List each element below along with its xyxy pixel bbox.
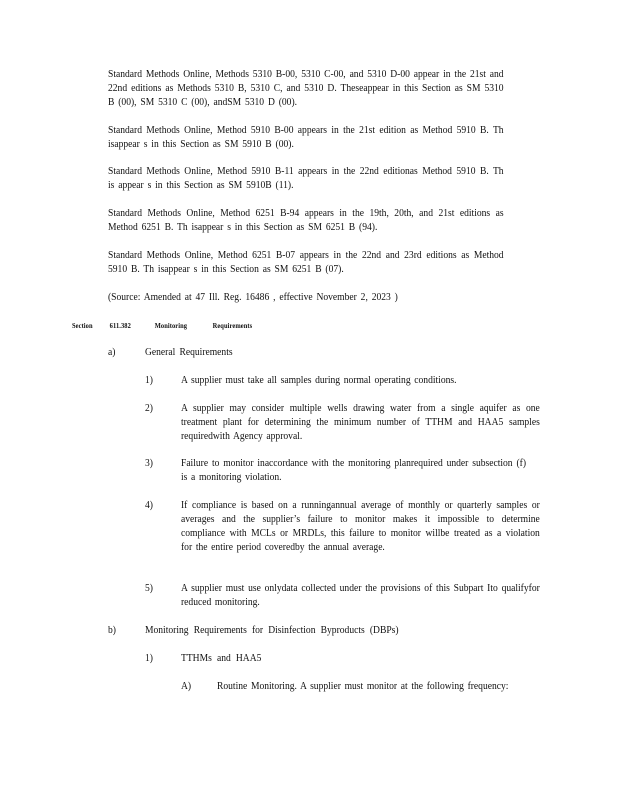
item-a4-number: 4) xyxy=(145,500,153,511)
subsection-a-label: a) xyxy=(108,347,116,358)
section-title-word2: Requirements xyxy=(212,321,253,330)
item-b1a-number: A) xyxy=(181,681,192,692)
item-b1-title: TTHMs and HAA5 xyxy=(181,653,262,664)
item-a1-text: A supplier must take all samples during normal operating conditions. xyxy=(181,375,457,386)
subsection-a-title: General Requirements xyxy=(145,347,233,358)
item-a5-text: A supplier must use onlydata collected under the provisions of this Subpart Ito qualifyfor reduced monitoring. xyxy=(181,583,540,608)
paragraph-sm-5310: Standard Methods Online, Methods 5310 B-00, 5310 C-00, and 5310 D-00 appear in the 21st and 22nd editions as Methods 5310 B, 5310 C, and 5310 D. Theseappear in this Section as SM 5310 B (00), SM 5310 C (00), andSM 5310 D (00). xyxy=(108,69,504,108)
item-a2-text: A supplier may consider multiple wells drawing water from a single aquifer as one treatment plant for determining the minimum number of TTHM and HAA5 samples requiredwith Agency approval. xyxy=(181,403,540,442)
paragraph-sm-6251-94: Standard Methods Online, Method 6251 B-94 appears in the 19th, 20th, and 21st editions as Method 6251 B. Th isappear s in this Section as SM 6251 B (94). xyxy=(108,208,504,233)
item-a2-number: 2) xyxy=(145,403,153,414)
section-heading xyxy=(72,321,252,330)
item-a3-text: Failure to monitor inaccordance with the monitoring planrequired under subsection (f) is a monitoring violation. xyxy=(181,458,526,483)
item-a4-text: If compliance is based on a runningannual average of monthly or quarterly samples or averages and the supplier’s failure to monitor makes it impossible to determine compliance with MCLs or MRDLs, this failure to monitor willbe treated as a violation for the entire period coveredby the annual average. xyxy=(181,500,540,553)
subsection-b-title: Monitoring Requirements for Disinfection Byproducts (DBPs) xyxy=(145,625,399,636)
paragraph-sm-6251-07: Standard Methods Online, Method 6251 B-07 appears in the 22nd and 23rd editions as Method 5910 B. Th isappear s in this Section as SM 6251 B (07). xyxy=(108,250,504,275)
item-a5-number: 5) xyxy=(145,583,153,594)
item-b1a-text: Routine Monitoring. A supplier must monitor at the following frequency: xyxy=(217,681,509,692)
section-title-word1: Monitoring xyxy=(154,321,188,330)
item-b1-number: 1) xyxy=(145,653,153,664)
item-a3-number: 3) xyxy=(145,458,153,469)
subsection-b-label: b) xyxy=(108,625,116,636)
item-a1-number: 1) xyxy=(145,375,153,386)
paragraph-sm-5910-00: Standard Methods Online, Method 5910 B-00 appears in the 21st edition as Method 5910 B. Th isappear s in this Section as SM 5910 B (00). xyxy=(108,125,504,150)
source-note: (Source: Amended at 47 Ill. Reg. 16486 , effective November 2, 2023 ) xyxy=(108,292,398,303)
section-number: 611.382 xyxy=(109,321,131,330)
paragraph-sm-5910-11: Standard Methods Online, Method 5910 B-11 appears in the 22nd editionas Method 5910 B. Th is appear s in this Section as SM 5910B (11). xyxy=(108,166,504,191)
section-label: Section xyxy=(72,321,93,330)
